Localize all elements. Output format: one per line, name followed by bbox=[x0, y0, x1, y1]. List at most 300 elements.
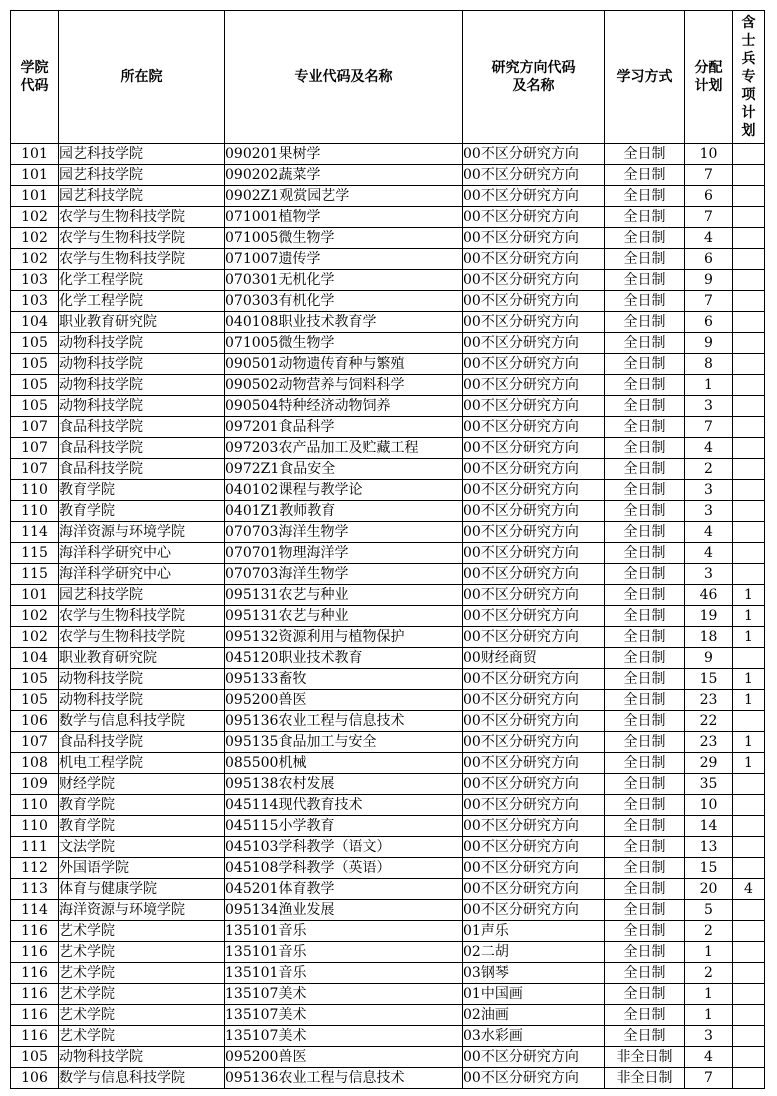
cell-major: 090504特种经济动物饲养 bbox=[225, 396, 463, 417]
header-row bbox=[11, 11, 765, 144]
cell-major: 0972Z1食品安全 bbox=[225, 459, 463, 480]
cell-quota: 22 bbox=[685, 711, 733, 732]
cell-college: 动物科技学院 bbox=[59, 690, 225, 711]
cell-mode: 全日制 bbox=[605, 921, 685, 942]
table-row bbox=[11, 291, 765, 312]
cell-quota: 1 bbox=[685, 375, 733, 396]
cell-soldier-plan: 1 bbox=[733, 585, 765, 606]
table-row bbox=[11, 942, 765, 963]
cell-major: 070701物理海洋学 bbox=[225, 543, 463, 564]
cell-soldier-plan bbox=[733, 900, 765, 921]
table-row bbox=[11, 774, 765, 795]
cell-college-code: 105 bbox=[11, 396, 59, 417]
table-row bbox=[11, 270, 765, 291]
cell-soldier-plan bbox=[733, 522, 765, 543]
cell-major: 095200兽医 bbox=[225, 690, 463, 711]
cell-soldier-plan bbox=[733, 144, 765, 165]
cell-mode: 全日制 bbox=[605, 564, 685, 585]
header-college-code: 学院 代码 bbox=[11, 11, 59, 144]
cell-soldier-plan bbox=[733, 249, 765, 270]
cell-college-code: 115 bbox=[11, 543, 59, 564]
cell-college: 农学与生物科技学院 bbox=[59, 228, 225, 249]
table-row bbox=[11, 900, 765, 921]
cell-college-code: 104 bbox=[11, 648, 59, 669]
cell-college-code: 116 bbox=[11, 963, 59, 984]
cell-mode: 全日制 bbox=[605, 333, 685, 354]
cell-direction: 00不区分研究方向 bbox=[463, 207, 605, 228]
cell-mode: 全日制 bbox=[605, 270, 685, 291]
table-row bbox=[11, 963, 765, 984]
table-row bbox=[11, 753, 765, 774]
cell-mode: 全日制 bbox=[605, 606, 685, 627]
table-row bbox=[11, 354, 765, 375]
cell-major: 097201食品科学 bbox=[225, 417, 463, 438]
cell-mode: 全日制 bbox=[605, 249, 685, 270]
cell-mode: 全日制 bbox=[605, 753, 685, 774]
cell-college-code: 104 bbox=[11, 312, 59, 333]
cell-mode: 全日制 bbox=[605, 501, 685, 522]
cell-college: 食品科技学院 bbox=[59, 438, 225, 459]
table-row bbox=[11, 921, 765, 942]
cell-major: 135101音乐 bbox=[225, 942, 463, 963]
cell-quota: 3 bbox=[685, 396, 733, 417]
cell-major: 070303有机化学 bbox=[225, 291, 463, 312]
cell-college-code: 112 bbox=[11, 858, 59, 879]
cell-soldier-plan bbox=[733, 774, 765, 795]
cell-quota: 18 bbox=[685, 627, 733, 648]
cell-college-code: 110 bbox=[11, 816, 59, 837]
cell-quota: 2 bbox=[685, 459, 733, 480]
table-row bbox=[11, 816, 765, 837]
cell-soldier-plan bbox=[733, 1026, 765, 1047]
cell-major: 095132资源利用与植物保护 bbox=[225, 627, 463, 648]
cell-college: 机电工程学院 bbox=[59, 753, 225, 774]
table-row bbox=[11, 837, 765, 858]
cell-soldier-plan bbox=[733, 1005, 765, 1026]
cell-quota: 4 bbox=[685, 228, 733, 249]
cell-mode: 非全日制 bbox=[605, 1068, 685, 1089]
cell-college: 农学与生物科技学院 bbox=[59, 627, 225, 648]
cell-college: 化学工程学院 bbox=[59, 270, 225, 291]
cell-major: 095131农艺与种业 bbox=[225, 585, 463, 606]
cell-mode: 非全日制 bbox=[605, 1047, 685, 1068]
cell-major: 085500机械 bbox=[225, 753, 463, 774]
table-row bbox=[11, 543, 765, 564]
cell-soldier-plan bbox=[733, 501, 765, 522]
cell-college: 农学与生物科技学院 bbox=[59, 249, 225, 270]
cell-mode: 全日制 bbox=[605, 858, 685, 879]
cell-mode: 全日制 bbox=[605, 459, 685, 480]
cell-major: 070301无机化学 bbox=[225, 270, 463, 291]
cell-major: 045120职业技术教育 bbox=[225, 648, 463, 669]
cell-college: 园艺科技学院 bbox=[59, 585, 225, 606]
cell-quota: 2 bbox=[685, 921, 733, 942]
table-row bbox=[11, 459, 765, 480]
cell-college: 动物科技学院 bbox=[59, 396, 225, 417]
cell-soldier-plan bbox=[733, 837, 765, 858]
cell-college: 食品科技学院 bbox=[59, 732, 225, 753]
cell-quota: 8 bbox=[685, 354, 733, 375]
cell-direction: 01中国画 bbox=[463, 984, 605, 1005]
cell-soldier-plan bbox=[733, 354, 765, 375]
cell-major: 135101音乐 bbox=[225, 921, 463, 942]
cell-direction: 00不区分研究方向 bbox=[463, 333, 605, 354]
header-direction: 研究方向代码 及名称 bbox=[463, 11, 605, 144]
table-row bbox=[11, 396, 765, 417]
cell-soldier-plan bbox=[733, 564, 765, 585]
cell-quota: 20 bbox=[685, 879, 733, 900]
cell-mode: 全日制 bbox=[605, 774, 685, 795]
cell-quota: 3 bbox=[685, 501, 733, 522]
cell-major: 0401Z1教师教育 bbox=[225, 501, 463, 522]
table-row bbox=[11, 627, 765, 648]
table-row bbox=[11, 438, 765, 459]
cell-soldier-plan: 4 bbox=[733, 879, 765, 900]
cell-major: 045201体育教学 bbox=[225, 879, 463, 900]
cell-soldier-plan: 1 bbox=[733, 669, 765, 690]
cell-college-code: 103 bbox=[11, 270, 59, 291]
cell-quota: 6 bbox=[685, 186, 733, 207]
cell-quota: 1 bbox=[685, 1005, 733, 1026]
cell-college: 职业教育研究院 bbox=[59, 648, 225, 669]
cell-major: 070703海洋生物学 bbox=[225, 522, 463, 543]
cell-college: 食品科技学院 bbox=[59, 417, 225, 438]
table-row bbox=[11, 144, 765, 165]
cell-direction: 00不区分研究方向 bbox=[463, 669, 605, 690]
cell-direction: 00不区分研究方向 bbox=[463, 165, 605, 186]
cell-mode: 全日制 bbox=[605, 837, 685, 858]
table-row bbox=[11, 711, 765, 732]
cell-mode: 全日制 bbox=[605, 963, 685, 984]
cell-major: 071005微生物学 bbox=[225, 333, 463, 354]
cell-quota: 1 bbox=[685, 942, 733, 963]
cell-major: 090202蔬菜学 bbox=[225, 165, 463, 186]
cell-college-code: 116 bbox=[11, 984, 59, 1005]
cell-major: 071005微生物学 bbox=[225, 228, 463, 249]
cell-college: 教育学院 bbox=[59, 816, 225, 837]
cell-college-code: 114 bbox=[11, 900, 59, 921]
cell-soldier-plan bbox=[733, 1047, 765, 1068]
cell-direction: 00不区分研究方向 bbox=[463, 543, 605, 564]
cell-soldier-plan bbox=[733, 984, 765, 1005]
cell-direction: 00不区分研究方向 bbox=[463, 627, 605, 648]
cell-soldier-plan bbox=[733, 480, 765, 501]
cell-college: 园艺科技学院 bbox=[59, 144, 225, 165]
cell-major: 071001植物学 bbox=[225, 207, 463, 228]
cell-quota: 9 bbox=[685, 270, 733, 291]
cell-quota: 1 bbox=[685, 984, 733, 1005]
table-row bbox=[11, 186, 765, 207]
cell-college: 数学与信息科技学院 bbox=[59, 711, 225, 732]
cell-college-code: 105 bbox=[11, 375, 59, 396]
cell-direction: 00不区分研究方向 bbox=[463, 732, 605, 753]
cell-direction: 00不区分研究方向 bbox=[463, 585, 605, 606]
cell-major: 097203农产品加工及贮藏工程 bbox=[225, 438, 463, 459]
cell-college-code: 101 bbox=[11, 144, 59, 165]
header-college: 所在院 bbox=[59, 11, 225, 144]
cell-major: 135101音乐 bbox=[225, 963, 463, 984]
cell-direction: 00不区分研究方向 bbox=[463, 1047, 605, 1068]
table-row bbox=[11, 228, 765, 249]
cell-major: 090201果树学 bbox=[225, 144, 463, 165]
cell-major: 0902Z1观赏园艺学 bbox=[225, 186, 463, 207]
cell-mode: 全日制 bbox=[605, 816, 685, 837]
cell-college: 艺术学院 bbox=[59, 1026, 225, 1047]
cell-direction: 00不区分研究方向 bbox=[463, 753, 605, 774]
cell-quota: 4 bbox=[685, 522, 733, 543]
table-row bbox=[11, 984, 765, 1005]
cell-college-code: 110 bbox=[11, 795, 59, 816]
cell-soldier-plan bbox=[733, 312, 765, 333]
cell-major: 095133畜牧 bbox=[225, 669, 463, 690]
cell-quota: 7 bbox=[685, 1068, 733, 1089]
cell-direction: 00不区分研究方向 bbox=[463, 837, 605, 858]
cell-mode: 全日制 bbox=[605, 417, 685, 438]
cell-soldier-plan bbox=[733, 417, 765, 438]
table-row bbox=[11, 879, 765, 900]
cell-mode: 全日制 bbox=[605, 732, 685, 753]
cell-college-code: 102 bbox=[11, 249, 59, 270]
cell-mode: 全日制 bbox=[605, 690, 685, 711]
cell-soldier-plan bbox=[733, 1068, 765, 1089]
cell-direction: 00不区分研究方向 bbox=[463, 186, 605, 207]
cell-major: 040108职业技术教育学 bbox=[225, 312, 463, 333]
cell-direction: 00不区分研究方向 bbox=[463, 711, 605, 732]
cell-college: 园艺科技学院 bbox=[59, 165, 225, 186]
cell-soldier-plan bbox=[733, 375, 765, 396]
cell-college-code: 116 bbox=[11, 921, 59, 942]
cell-major: 095135食品加工与安全 bbox=[225, 732, 463, 753]
cell-college: 动物科技学院 bbox=[59, 354, 225, 375]
cell-soldier-plan bbox=[733, 795, 765, 816]
table-row bbox=[11, 648, 765, 669]
cell-soldier-plan bbox=[733, 816, 765, 837]
cell-direction: 00不区分研究方向 bbox=[463, 417, 605, 438]
cell-college: 数学与信息科技学院 bbox=[59, 1068, 225, 1089]
cell-direction: 00不区分研究方向 bbox=[463, 375, 605, 396]
cell-soldier-plan: 1 bbox=[733, 753, 765, 774]
cell-quota: 23 bbox=[685, 690, 733, 711]
cell-soldier-plan bbox=[733, 165, 765, 186]
cell-mode: 全日制 bbox=[605, 942, 685, 963]
cell-college-code: 101 bbox=[11, 165, 59, 186]
cell-mode: 全日制 bbox=[605, 396, 685, 417]
cell-mode: 全日制 bbox=[605, 648, 685, 669]
cell-college: 农学与生物科技学院 bbox=[59, 207, 225, 228]
table-row bbox=[11, 585, 765, 606]
cell-college-code: 107 bbox=[11, 732, 59, 753]
cell-college: 动物科技学院 bbox=[59, 1047, 225, 1068]
cell-college-code: 116 bbox=[11, 1005, 59, 1026]
cell-soldier-plan bbox=[733, 921, 765, 942]
cell-direction: 01声乐 bbox=[463, 921, 605, 942]
cell-quota: 29 bbox=[685, 753, 733, 774]
cell-direction: 03水彩画 bbox=[463, 1026, 605, 1047]
cell-college-code: 110 bbox=[11, 480, 59, 501]
cell-mode: 全日制 bbox=[605, 984, 685, 1005]
table-row bbox=[11, 480, 765, 501]
cell-soldier-plan bbox=[733, 858, 765, 879]
cell-college: 海洋科学研究中心 bbox=[59, 543, 225, 564]
table-row bbox=[11, 795, 765, 816]
cell-college: 体育与健康学院 bbox=[59, 879, 225, 900]
cell-mode: 全日制 bbox=[605, 669, 685, 690]
cell-mode: 全日制 bbox=[605, 585, 685, 606]
cell-mode: 全日制 bbox=[605, 165, 685, 186]
cell-direction: 00不区分研究方向 bbox=[463, 816, 605, 837]
cell-mode: 全日制 bbox=[605, 480, 685, 501]
cell-direction: 00不区分研究方向 bbox=[463, 228, 605, 249]
cell-major: 045103学科教学（语文） bbox=[225, 837, 463, 858]
cell-college-code: 107 bbox=[11, 417, 59, 438]
cell-college-code: 103 bbox=[11, 291, 59, 312]
cell-mode: 全日制 bbox=[605, 144, 685, 165]
cell-mode: 全日制 bbox=[605, 186, 685, 207]
cell-college-code: 101 bbox=[11, 186, 59, 207]
cell-direction: 00不区分研究方向 bbox=[463, 501, 605, 522]
cell-college: 海洋资源与环境学院 bbox=[59, 522, 225, 543]
cell-mode: 全日制 bbox=[605, 795, 685, 816]
cell-college-code: 105 bbox=[11, 690, 59, 711]
cell-quota: 19 bbox=[685, 606, 733, 627]
cell-college: 艺术学院 bbox=[59, 942, 225, 963]
cell-quota: 10 bbox=[685, 144, 733, 165]
table-row bbox=[11, 1068, 765, 1089]
cell-quota: 3 bbox=[685, 564, 733, 585]
table-row bbox=[11, 522, 765, 543]
header-quota: 分配 计划 bbox=[685, 11, 733, 144]
table-row bbox=[11, 1047, 765, 1068]
cell-major: 090502动物营养与饲料科学 bbox=[225, 375, 463, 396]
table-row bbox=[11, 207, 765, 228]
cell-quota: 7 bbox=[685, 165, 733, 186]
cell-soldier-plan bbox=[733, 711, 765, 732]
cell-direction: 00不区分研究方向 bbox=[463, 480, 605, 501]
cell-mode: 全日制 bbox=[605, 438, 685, 459]
cell-direction: 00不区分研究方向 bbox=[463, 249, 605, 270]
cell-soldier-plan: 1 bbox=[733, 690, 765, 711]
cell-direction: 00不区分研究方向 bbox=[463, 354, 605, 375]
cell-quota: 7 bbox=[685, 291, 733, 312]
cell-mode: 全日制 bbox=[605, 312, 685, 333]
cell-soldier-plan bbox=[733, 270, 765, 291]
cell-mode: 全日制 bbox=[605, 1026, 685, 1047]
cell-college-code: 107 bbox=[11, 438, 59, 459]
cell-quota: 35 bbox=[685, 774, 733, 795]
cell-college: 文法学院 bbox=[59, 837, 225, 858]
cell-major: 070703海洋生物学 bbox=[225, 564, 463, 585]
table-row bbox=[11, 1026, 765, 1047]
cell-mode: 全日制 bbox=[605, 900, 685, 921]
cell-major: 040102课程与教学论 bbox=[225, 480, 463, 501]
table-row bbox=[11, 312, 765, 333]
cell-college: 外国语学院 bbox=[59, 858, 225, 879]
table-row bbox=[11, 1005, 765, 1026]
cell-major: 135107美术 bbox=[225, 1005, 463, 1026]
cell-direction: 00不区分研究方向 bbox=[463, 774, 605, 795]
cell-mode: 全日制 bbox=[605, 291, 685, 312]
cell-soldier-plan bbox=[733, 438, 765, 459]
cell-college: 教育学院 bbox=[59, 480, 225, 501]
cell-quota: 3 bbox=[685, 1026, 733, 1047]
cell-quota: 4 bbox=[685, 543, 733, 564]
cell-college: 化学工程学院 bbox=[59, 291, 225, 312]
cell-soldier-plan bbox=[733, 333, 765, 354]
cell-direction: 02二胡 bbox=[463, 942, 605, 963]
cell-major: 045114现代教育技术 bbox=[225, 795, 463, 816]
cell-direction: 00不区分研究方向 bbox=[463, 459, 605, 480]
cell-direction: 00不区分研究方向 bbox=[463, 879, 605, 900]
cell-college: 动物科技学院 bbox=[59, 669, 225, 690]
cell-direction: 00不区分研究方向 bbox=[463, 438, 605, 459]
table-row bbox=[11, 858, 765, 879]
cell-college-code: 116 bbox=[11, 942, 59, 963]
cell-college: 食品科技学院 bbox=[59, 459, 225, 480]
cell-mode: 全日制 bbox=[605, 627, 685, 648]
cell-college-code: 102 bbox=[11, 627, 59, 648]
cell-mode: 全日制 bbox=[605, 354, 685, 375]
table-row bbox=[11, 165, 765, 186]
table-row bbox=[11, 669, 765, 690]
cell-mode: 全日制 bbox=[605, 228, 685, 249]
cell-college-code: 113 bbox=[11, 879, 59, 900]
cell-direction: 00不区分研究方向 bbox=[463, 522, 605, 543]
cell-college: 艺术学院 bbox=[59, 963, 225, 984]
cell-college-code: 102 bbox=[11, 228, 59, 249]
cell-quota: 9 bbox=[685, 648, 733, 669]
header-soldier-plan: 含 士 兵 专 项 计 划 bbox=[733, 11, 765, 144]
cell-college-code: 116 bbox=[11, 1026, 59, 1047]
header-mode: 学习方式 bbox=[605, 11, 685, 144]
cell-direction: 03钢琴 bbox=[463, 963, 605, 984]
cell-direction: 00不区分研究方向 bbox=[463, 564, 605, 585]
cell-college: 艺术学院 bbox=[59, 984, 225, 1005]
cell-college-code: 101 bbox=[11, 585, 59, 606]
cell-major: 045115小学教育 bbox=[225, 816, 463, 837]
cell-college: 海洋资源与环境学院 bbox=[59, 900, 225, 921]
cell-mode: 全日制 bbox=[605, 375, 685, 396]
cell-major: 135107美术 bbox=[225, 984, 463, 1005]
cell-direction: 00不区分研究方向 bbox=[463, 291, 605, 312]
table-row bbox=[11, 606, 765, 627]
cell-college-code: 102 bbox=[11, 207, 59, 228]
cell-college-code: 106 bbox=[11, 711, 59, 732]
cell-college: 职业教育研究院 bbox=[59, 312, 225, 333]
cell-major: 135107美术 bbox=[225, 1026, 463, 1047]
cell-major: 071007遗传学 bbox=[225, 249, 463, 270]
cell-quota: 15 bbox=[685, 858, 733, 879]
cell-soldier-plan bbox=[733, 186, 765, 207]
cell-mode: 全日制 bbox=[605, 879, 685, 900]
cell-mode: 全日制 bbox=[605, 1005, 685, 1026]
cell-major: 095136农业工程与信息技术 bbox=[225, 1068, 463, 1089]
table-row bbox=[11, 690, 765, 711]
cell-direction: 00不区分研究方向 bbox=[463, 795, 605, 816]
cell-college-code: 105 bbox=[11, 333, 59, 354]
cell-college: 海洋科学研究中心 bbox=[59, 564, 225, 585]
cell-college: 艺术学院 bbox=[59, 1005, 225, 1026]
cell-soldier-plan bbox=[733, 291, 765, 312]
cell-college-code: 106 bbox=[11, 1068, 59, 1089]
cell-mode: 全日制 bbox=[605, 711, 685, 732]
cell-direction: 00不区分研究方向 bbox=[463, 1068, 605, 1089]
cell-college: 园艺科技学院 bbox=[59, 186, 225, 207]
cell-direction: 02油画 bbox=[463, 1005, 605, 1026]
cell-soldier-plan bbox=[733, 648, 765, 669]
cell-mode: 全日制 bbox=[605, 522, 685, 543]
cell-soldier-plan: 1 bbox=[733, 732, 765, 753]
table-row bbox=[11, 333, 765, 354]
